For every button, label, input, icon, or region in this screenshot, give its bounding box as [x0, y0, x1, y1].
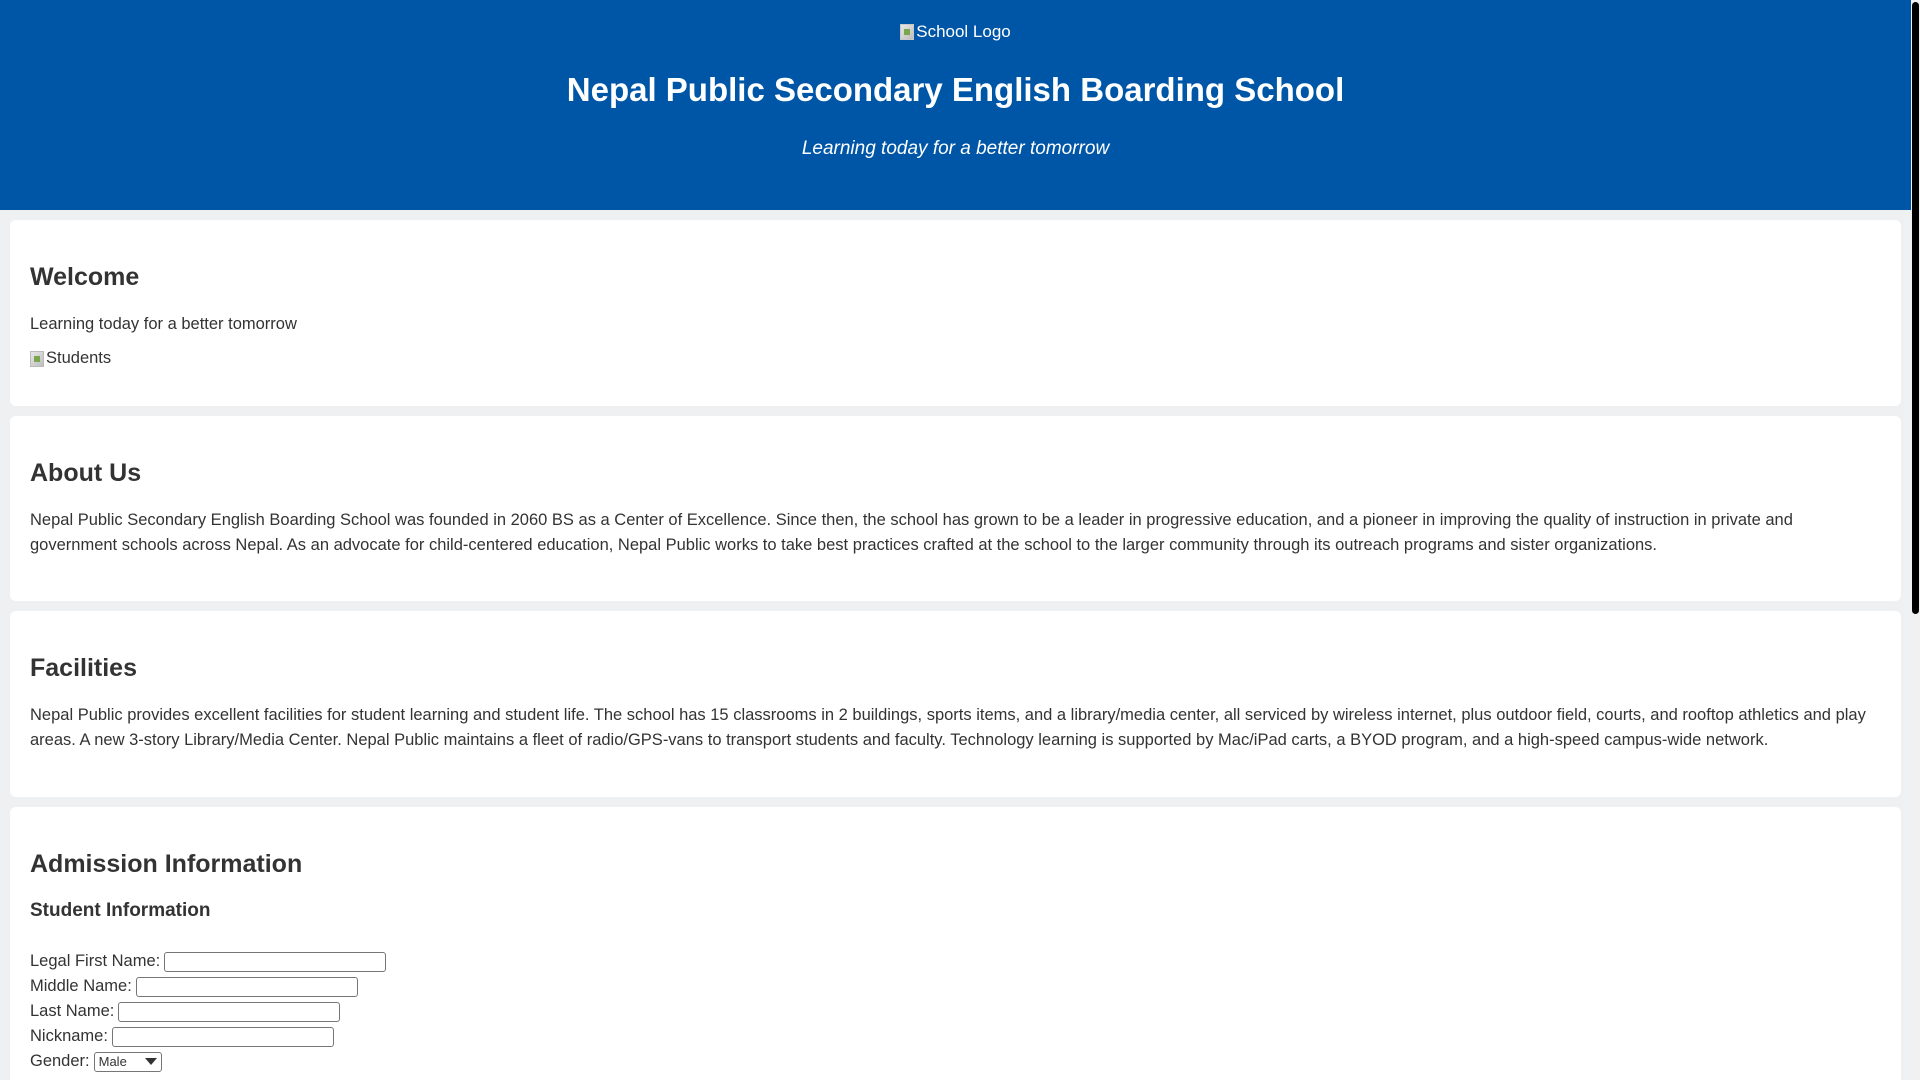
- school-logo-alt-text: School Logo: [916, 22, 1011, 41]
- admission-heading: Admission Information: [30, 850, 303, 878]
- site-title: Nepal Public Secondary English Boarding School: [566, 71, 1345, 108]
- middle-name-label: Middle Name:: [30, 977, 132, 995]
- first-name-label: Legal First Name:: [30, 952, 161, 970]
- nickname-row: [30, 1024, 1881, 1049]
- first-name-row: [30, 949, 1881, 974]
- admission-section: [10, 807, 1901, 1080]
- nickname-input[interactable]: [112, 1027, 334, 1047]
- gender-select[interactable]: [94, 1052, 162, 1072]
- facilities-text: Nepal Public provides excellent facilities for student learning and student life. The school has 15 classrooms in 2 buildings, sports items, and a library/media center, all serviced by wireless internet, plus outdoor field, courts, and rooftop athletics and play areas. A new 3-story Library/Media Center. Nepal Public maintains a fleet of radio/GPS-vans to transport students and faculty. Technology learning is supported by Mac/iPad carts, a BYOD program, and a high-speed campus-wide network.: [30, 706, 1866, 749]
- site-tagline: Learning today for a better tomorrow: [801, 138, 1110, 159]
- welcome-text: Learning today for a better tomorrow: [30, 315, 297, 333]
- last-name-row: [30, 999, 1881, 1024]
- chevron-down-icon: [145, 1058, 157, 1065]
- last-name-label: Last Name:: [30, 1002, 115, 1020]
- student-info-heading: Student Information: [30, 900, 211, 921]
- broken-image-icon: [900, 24, 914, 40]
- welcome-section: [10, 220, 1901, 406]
- welcome-heading: Welcome: [30, 263, 140, 291]
- broken-image-icon: [30, 351, 44, 367]
- school-logo: [900, 20, 1011, 44]
- gender-selected-value: Male: [98, 1054, 127, 1069]
- nickname-label: Nickname:: [30, 1027, 108, 1045]
- gender-row: [30, 1049, 1881, 1074]
- about-heading: About Us: [30, 459, 142, 487]
- vertical-scrollbar[interactable]: [1911, 0, 1920, 1080]
- facilities-heading: Facilities: [30, 654, 137, 682]
- about-text: Nepal Public Secondary English Boarding School was founded in 2060 BS as a Center of Excellence. Since then, the school has grown to be a leader in progressive education, and a pioneer in improving the quality of instruction in private and government schools across Nepal. As an advocate for child-centered education, Nepal Public works to take best practices crafted at the school to the larger community through its outreach programs and sister organizations.: [30, 511, 1793, 554]
- scrollbar-thumb[interactable]: [1912, 2, 1919, 614]
- students-image-alt-text: Students: [46, 349, 112, 367]
- site-header: [0, 0, 1911, 210]
- last-name-input[interactable]: [118, 1002, 340, 1022]
- first-name-input[interactable]: [164, 952, 386, 972]
- gender-label: Gender:: [30, 1052, 90, 1070]
- middle-name-row: [30, 974, 1881, 999]
- facilities-section: [10, 611, 1901, 797]
- students-image: [30, 349, 111, 368]
- middle-name-input[interactable]: [136, 977, 358, 997]
- main-content: [0, 210, 1911, 1080]
- about-section: [10, 416, 1901, 601]
